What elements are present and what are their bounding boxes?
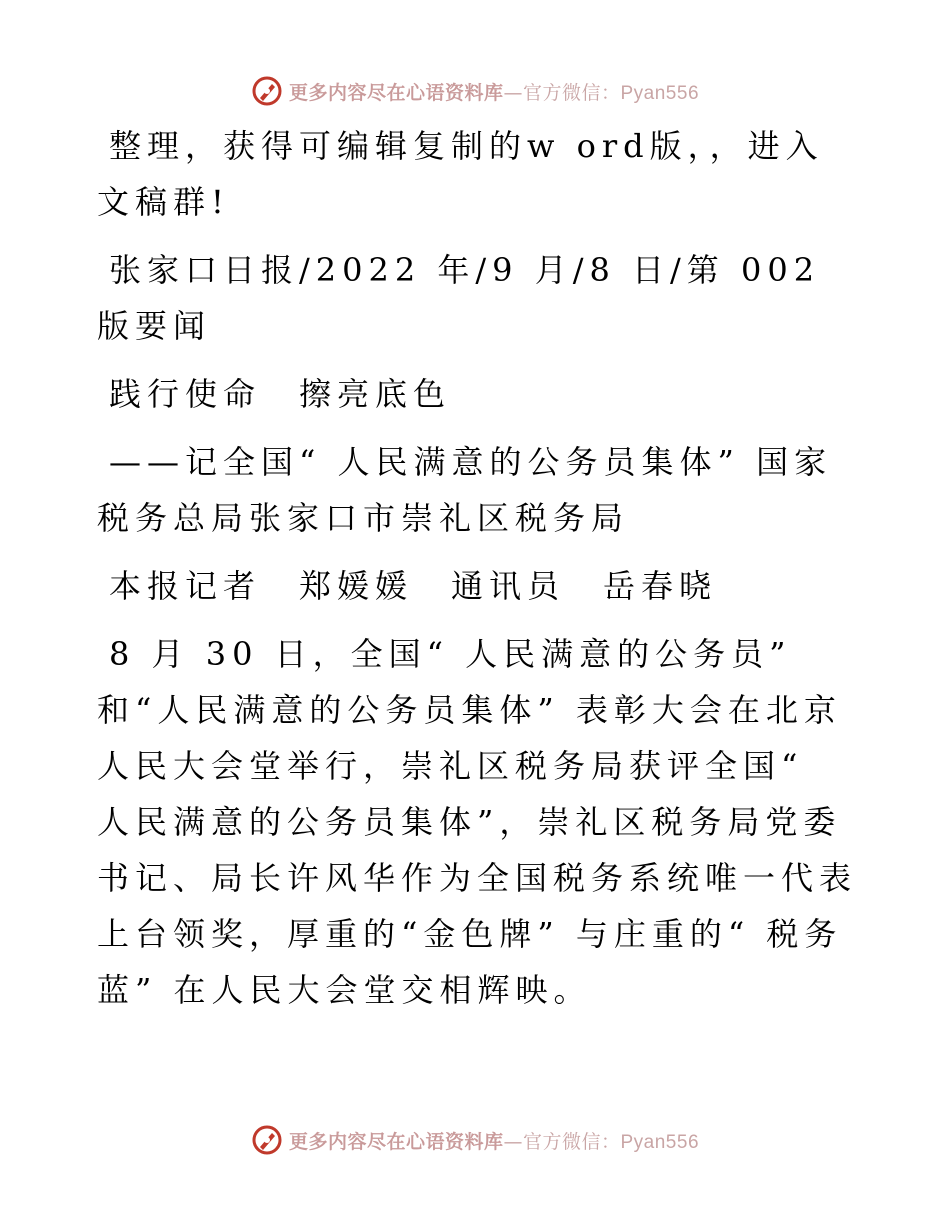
byline: 本报记者 郑媛媛 通讯员 岳春晓 <box>109 567 718 605</box>
document-body <box>97 118 857 1030</box>
pen-circle-icon <box>251 75 283 107</box>
body-paragraph: 8 月 30 日，全国“ 人民满意的公务员” 和“人民满意的公务员集体” 表彰大会在北京人民大会堂举行，崇礼区税务局获评全国“ 人民满意的公务员集体”，崇礼区税务局党委书记、局长许风华作为全国税务系统唯一代表上台领奖，厚重的“金色牌” 与庄重的“ 税务蓝” 在人民大会堂交相辉映。 <box>97 635 858 1009</box>
watermark-text <box>289 78 699 105</box>
watermark-official: 官方微信： <box>522 81 621 104</box>
watermark-text <box>289 1127 699 1154</box>
watermark-separator: — <box>503 81 523 104</box>
header-watermark <box>0 71 950 111</box>
watermark-separator: — <box>503 1130 523 1153</box>
watermark-main: 更多内容尽在心语资料库 <box>288 81 504 104</box>
pen-circle-icon <box>251 1124 283 1156</box>
subheadline: ——记全国“ 人民满意的公务员集体” 国家税务总局张家口市崇礼区税务局 <box>97 443 833 537</box>
watermark-wechat-id: Pyan556 <box>620 82 700 104</box>
watermark-main: 更多内容尽在心语资料库 <box>288 1130 504 1153</box>
headline: 践行使命 擦亮底色 <box>109 375 452 413</box>
watermark-wechat-id: Pyan556 <box>620 1131 700 1153</box>
watermark-official: 官方微信： <box>522 1130 621 1153</box>
source-line: 张家口日报/2022 年/9 月/8 日/第 002 版要闻 <box>97 251 821 345</box>
intro-paragraph: 整理，获得可编辑复制的w ord版，，进入文稿群! <box>97 127 824 221</box>
footer-watermark <box>0 1120 950 1160</box>
